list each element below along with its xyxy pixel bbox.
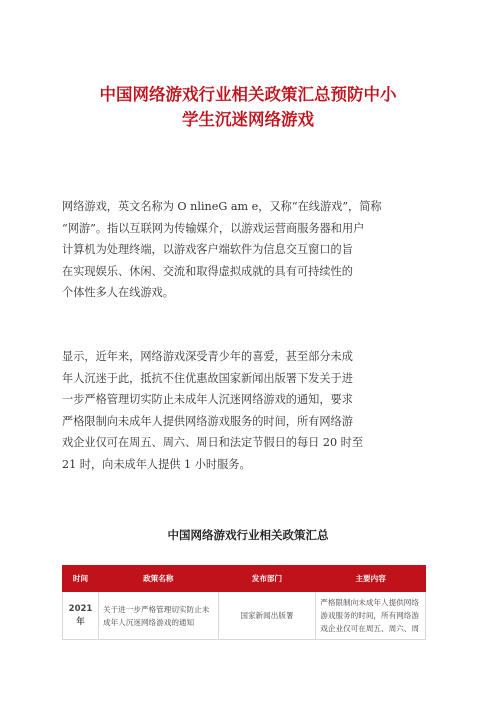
year-text: 2021 年 bbox=[68, 603, 93, 627]
document-title bbox=[60, 82, 436, 132]
content-text: 严格限制向未成年人提供网络游戏服务的时间，所有网络游戏企业仅可在周五、周六、周 bbox=[320, 598, 419, 633]
cell-policy bbox=[98, 592, 218, 640]
paragraph-line: 21 时，向未成年人提供 1 小时服务。 bbox=[62, 457, 251, 471]
paragraph-line: “网游”。指以互联网为传输媒介，以游戏运营商服务器和用户 bbox=[62, 221, 365, 235]
table-row bbox=[63, 592, 426, 640]
paragraph-line: 严格限制向未成年人提供网络游戏服务的时间，所有网络游 bbox=[62, 414, 353, 428]
paragraph-line: 网络游戏，英文名称为 O nlineG am e，又称“在线游戏”，简称 bbox=[62, 200, 382, 213]
paragraph-line: 计算机为处理终端，以游戏客户端软件为信息交互窗口的旨 bbox=[62, 243, 353, 256]
policy-table bbox=[62, 565, 426, 640]
paragraph-line: 一步严格管理切实防止未成年人沉迷网络游戏的通知，要求 bbox=[62, 393, 353, 406]
paragraph-line: 年人沉迷于此，抵抗不住优惠故国家新闻出版署下发关于进 bbox=[62, 371, 353, 385]
header-main-content: 主要内容 bbox=[316, 566, 426, 592]
paragraph-line: 显示，近年来，网络游戏深受青少年的喜爱，甚至部分未成 bbox=[62, 350, 353, 363]
header-department: 发布部门 bbox=[218, 566, 316, 592]
header-policy-name: 政策名称 bbox=[98, 566, 218, 592]
paragraph-line: 在实现娱乐、休闲、交流和取得虚拟成就的具有可持续性的 bbox=[62, 264, 353, 278]
policy-text: 关于进一步严格管理切实防止未成年人沉迷网络游戏的通知 bbox=[102, 604, 210, 627]
header-time: 时间 bbox=[63, 566, 99, 592]
cell-department: 国家新闻出版署 bbox=[218, 592, 316, 640]
title-line-1: 中国网络游戏行业相关政策汇总预防中小 bbox=[99, 85, 397, 104]
table-header-row bbox=[63, 566, 426, 592]
paragraph-line: 戏企业仅可在周五、周六、周日和法定节假日的每日 20 时至 bbox=[62, 436, 364, 449]
cell-content bbox=[316, 592, 426, 640]
title-line-2: 学生沉迷网络游戏 bbox=[182, 110, 314, 129]
table-title: 中国网络游戏行业相关政策汇总 bbox=[167, 528, 329, 542]
cell-year bbox=[63, 592, 99, 640]
intro-paragraph bbox=[62, 196, 434, 304]
policy-paragraph bbox=[62, 346, 434, 475]
paragraph-line: 个体性多人在线游戏。 bbox=[62, 286, 174, 299]
